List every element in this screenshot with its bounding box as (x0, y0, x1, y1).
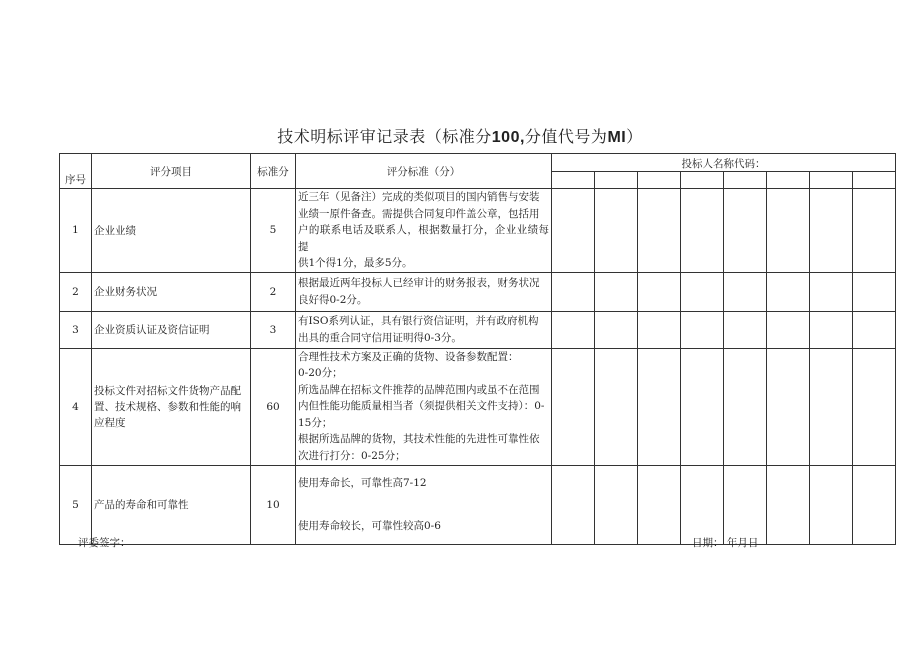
score-cell[interactable] (853, 272, 896, 311)
bidder-cell[interactable] (853, 172, 896, 189)
bidder-cell[interactable] (595, 172, 638, 189)
score-cell[interactable] (595, 272, 638, 311)
table-row (60, 189, 896, 273)
score-cell[interactable] (552, 189, 595, 273)
score-cell[interactable] (767, 311, 810, 348)
row-score: 60 (251, 348, 296, 465)
bidder-cell[interactable] (552, 172, 595, 189)
score-cell[interactable] (638, 189, 681, 273)
score-cell[interactable] (595, 189, 638, 273)
score-cell[interactable] (853, 465, 896, 544)
bidder-cell[interactable] (681, 172, 724, 189)
table-row (60, 348, 896, 465)
table-row (60, 465, 896, 544)
row-standard: 使用寿命长，可靠性高7-12 使用寿命较长，可靠性较高0-6 (296, 465, 552, 544)
score-cell[interactable] (681, 272, 724, 311)
score-cell[interactable] (724, 348, 767, 465)
bidder-cell[interactable] (810, 172, 853, 189)
score-cell[interactable] (767, 272, 810, 311)
header-standard: 评分标准（分） (296, 154, 552, 189)
score-cell[interactable] (552, 348, 595, 465)
row-score: 3 (251, 311, 296, 348)
row-item: 企业财务状况 (92, 272, 251, 311)
row-seq: 5 (60, 465, 92, 544)
score-cell[interactable] (552, 465, 595, 544)
score-cell[interactable] (810, 189, 853, 273)
header-score: 标准分 (251, 154, 296, 189)
row-score: 5 (251, 189, 296, 273)
table-row (60, 311, 896, 348)
score-cell[interactable] (681, 311, 724, 348)
row-standard: 有ISO系列认证，具有银行资信证明，并有政府机构 出具的重合同守信用证明得0-3分。 (296, 311, 552, 348)
page-title: 技术明标评审记录表（标准分100,分值代号为MI） (277, 127, 643, 146)
score-cell[interactable] (638, 465, 681, 544)
score-cell[interactable] (552, 272, 595, 311)
bidder-cell[interactable] (724, 172, 767, 189)
score-cell[interactable] (724, 189, 767, 273)
row-seq: 4 (60, 348, 92, 465)
score-cell[interactable] (853, 348, 896, 465)
score-cell[interactable] (681, 189, 724, 273)
score-cell[interactable] (724, 465, 767, 544)
score-cell[interactable] (681, 348, 724, 465)
score-cell[interactable] (810, 465, 853, 544)
score-cell[interactable] (810, 311, 853, 348)
score-cell[interactable] (681, 465, 724, 544)
score-cell[interactable] (853, 311, 896, 348)
row-standard: 近三年（见备注）完成的类似项目的国内销售与安装 业绩一原件备查。需提供合同复印件盖公章，包括用 户的联系电话及联系人，根据数量打分，企业业绩每提 供1个得1分，最多5分。 (296, 189, 552, 273)
row-item: 投标文件对招标文件货物产品配 置、技术规格、参数和性能的响 应程度 (92, 348, 251, 465)
score-cell[interactable] (638, 311, 681, 348)
score-cell[interactable] (595, 348, 638, 465)
row-item: 企业业绩 (92, 189, 251, 273)
score-cell[interactable] (767, 465, 810, 544)
header-item: 评分项目 (92, 154, 251, 189)
row-item: 企业资质认证及资信证明 (92, 311, 251, 348)
score-cell[interactable] (767, 189, 810, 273)
score-cell[interactable] (595, 465, 638, 544)
table-row (60, 272, 896, 311)
score-cell[interactable] (810, 348, 853, 465)
row-seq: 2 (60, 272, 92, 311)
row-score: 2 (251, 272, 296, 311)
bidder-cell[interactable] (638, 172, 681, 189)
score-cell[interactable] (767, 348, 810, 465)
header-bidder: 投标人名称代码： (552, 154, 896, 172)
bidder-cell[interactable] (767, 172, 810, 189)
row-item: 产品的寿命和可靠性 (92, 465, 251, 544)
score-cell[interactable] (552, 311, 595, 348)
score-cell[interactable] (724, 311, 767, 348)
row-seq: 3 (60, 311, 92, 348)
row-standard: 合理性技术方案及正确的货物、设备参数配置： 0-20分； 所选品牌在招标文件推荐的品牌范围内或虽不在范围 内但性能功能质量相当者（须提供相关文件支持）：0- 15分； 根据所选品牌的货物，其技术性能的先进性可靠性依 次进行打分：0-25分； (296, 348, 552, 465)
score-cell[interactable] (724, 272, 767, 311)
signature-label: 评委签字： (78, 537, 131, 549)
header-seq: 序号 (60, 154, 92, 189)
date-label: 日期： 年月日 (692, 537, 759, 549)
score-cell[interactable] (638, 348, 681, 465)
score-cell[interactable] (638, 272, 681, 311)
score-cell[interactable] (595, 311, 638, 348)
row-seq: 1 (60, 189, 92, 273)
score-cell[interactable] (853, 189, 896, 273)
score-cell[interactable] (810, 272, 853, 311)
evaluation-table (59, 153, 896, 545)
row-standard: 根据最近两年投标人已经审计的财务报表，财务状况 良好得0-2分。 (296, 272, 552, 311)
row-score: 10 (251, 465, 296, 544)
